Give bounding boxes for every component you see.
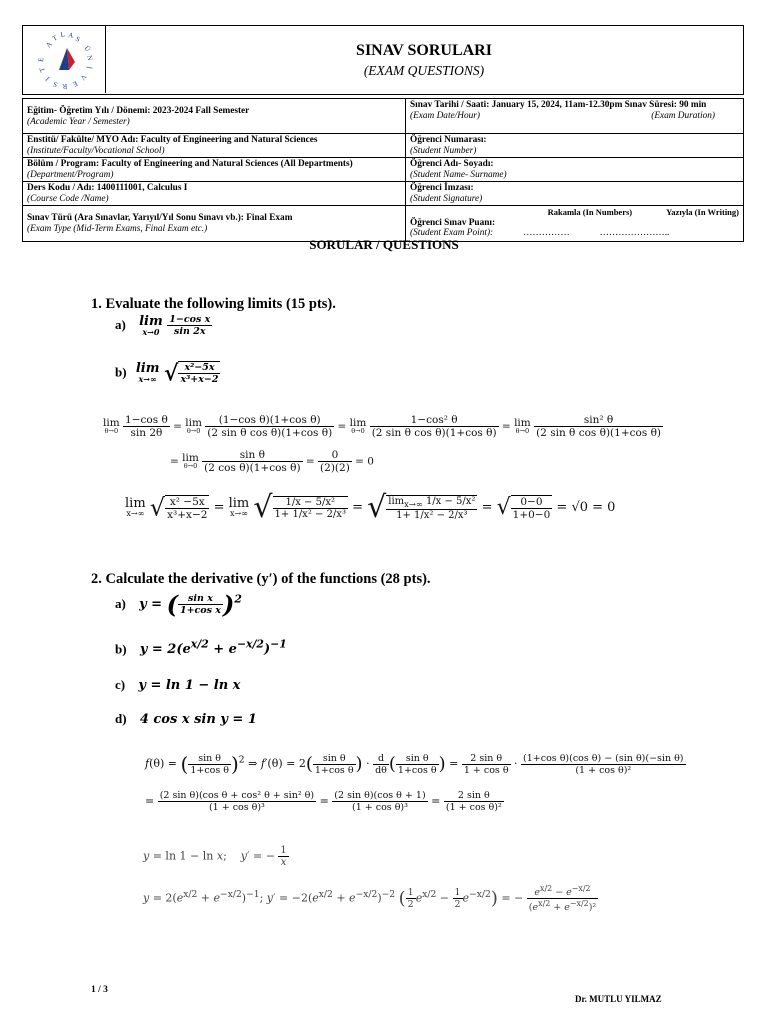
svg-text:Ü: Ü — [82, 44, 92, 54]
university-logo — [23, 26, 106, 93]
svg-text:A: A — [44, 40, 54, 50]
svg-text:S: S — [52, 79, 59, 89]
institute-cell: Enstitü/ Fakülte/ MYO Adı: Faculty of Engineering and Natural Sciences (Institute/Faculty/Vocational School) — [23, 134, 406, 158]
course-cell: Ders Kodu / Adı: 1400111001, Calculus I (Course Code /Name) — [23, 182, 406, 206]
svg-text:S: S — [74, 34, 82, 44]
solution-2b: $y = 2(e^{x/2} + e^{-x/2})^{-1}$; $y' = -2(e^{x/2} + e^{-x/2})^{-2}$ ( $\frac{1}{2}$ $e^{x/2}$ − $\frac{1}{2}$ $e^{-x/2}$) = − $\frac{e^{x/2} - e^{-x/2}}{(e^{x/2} + e^{-x/2})^2}$ — [143, 884, 597, 914]
academic-year-cell: Eğitim- Öğretim Yılı / Dönemi: 2023-2024 Fall Semester (Academic Year / Semester) — [23, 99, 406, 134]
svg-text:A: A — [67, 31, 75, 40]
exam-subtitle: (EXAM QUESTIONS) — [363, 63, 485, 78]
exam-info-table — [22, 98, 744, 242]
question-1b: b) lim x→∞ √ $\frac{\text{x²−5x}}{\text{x³+x−2}}$ — [115, 360, 219, 386]
exam-score-cell: Rakamla (In Numbers) Yazıyla (In Writing) Öğrenci Sınav Puanı: (Student Exam Point): …………… ………………….. — [406, 206, 744, 242]
section-title: SORULAR / QUESTIONS — [309, 237, 459, 252]
author-name: Dr. MUTLU YILMAZ — [575, 994, 662, 1004]
exam-date-cell: Sınav Tarihi / Saati: January 15, 2024, 11am-12.30pm Sınav Süresi: 90 min (Exam Date/Hour) (Exam Duration) — [406, 99, 744, 134]
svg-text:R: R — [62, 82, 68, 91]
question-2c: c) y = ln 1 − ln x — [115, 677, 241, 693]
solution-1b: lim x→∞ √ $\frac{\text{x² −5x}}{\text{x³+x−2}}$ = lim x→∞ √ $\frac{\text{1/x − 5/x²}}{\text{1+ 1/x² − 2/x³}}$ = √ $\frac{\lim_{x\to\infty} 1/x - 5/x^2}{\text{1+ 1/x² − 2/x³}}$ = √ $\frac{0-0}{1+0-0}$ = √0 = 0 — [125, 490, 616, 525]
question-2d: d) 4 cos x sin y = 1 — [115, 711, 257, 727]
student-name-cell: Öğrenci Adı- Soyadı: (Student Name- Surname) — [406, 158, 744, 182]
svg-text:N: N — [85, 54, 95, 62]
svg-text:E: E — [71, 79, 79, 89]
solution-2c: y = ln 1 − ln x; y′ = − $\frac{1}{x}$ — [143, 845, 287, 868]
svg-text:İ: İ — [84, 65, 93, 70]
exam-type-cell: Sınav Türü (Ara Sınavlar, Yarıyıl/Yıl Sonu Sınavı vb.): Final Exam (Exam Type (Mid-Term Exams, Final Exam etc.) — [23, 206, 406, 242]
signature-cell: Öğrenci İmzası: (Student Signature) — [406, 182, 744, 206]
svg-text:E: E — [37, 57, 46, 63]
question-1-title: 1. Evaluate the following limits (15 pts). — [91, 296, 336, 312]
department-cell: Bölüm / Program: Faculty of Engineering and Natural Sciences (All Departments) (Department/Program) — [23, 158, 406, 182]
question-2b: b) $y = 2(e^{x/2} + e^{-x/2})^{-1}$ — [115, 638, 287, 658]
question-1a: a) lim x→0 $\frac{\text{1−cos x}}{\sin 2x}$ — [115, 313, 211, 337]
solution-2a-line2: = $\frac{\text{(2 sin θ)(cos θ + cos² θ + sin² θ)}}{\text{(1 + cos θ)³}}$ = $\frac{\text{(2 sin θ)(cos θ + 1)}}{\text{(1 + cos θ)³}}$ = $\frac{\text{2 sin θ}}{\text{(1 + cos θ)²}}$ — [145, 790, 502, 813]
page-number: 1 / 3 — [91, 985, 108, 995]
question-2-title: 2. Calculate the derivative (y′) of the functions (28 pts). — [91, 571, 431, 587]
student-number-cell: Öğrenci Numarası: (Student Number) — [406, 134, 744, 158]
solution-2a-line1: f(θ) = ( $\frac{\text{sin θ}}{\text{1+cos θ}}$ )$^2$ ⇒ f′(θ) = 2( $\frac{\text{sin θ}}{\text{1+cos θ}}$ ) · $\frac{d}{d\theta}$ ( $\frac{\text{sin θ}}{\text{1+cos θ}}$ ) = $\frac{\text{2 sin θ}}{\text{1 + cos θ}}$ · $\frac{\text{(1+cos θ)(cos θ) − (sin θ)(−sin θ)}}{\text{(1 + cos θ)²}}$ — [145, 752, 684, 776]
solution-1a-line1: lim θ→0 $\frac{\text{1−cos θ}}{\sin 2\theta}$ = lim θ→0 $\frac{\text{(1−cos θ)(1+cos θ)}}{\text{(2 sin θ cos θ)(1+cos θ)}}$ = lim θ→0 $\frac{\text{1−cos² θ}}{\text{(2 sin θ cos θ)(1+cos θ)}}$ = lim θ→0 $\frac{\text{sin² θ}}{\text{(2 sin θ cos θ)(1+cos θ)}}$ — [103, 414, 661, 439]
svg-text:V: V — [78, 72, 88, 82]
exam-title: SINAV SORULARI — [356, 42, 492, 59]
exam-header — [22, 25, 744, 95]
solution-1a-line2: = lim θ→0 $\frac{\text{sin θ}}{\text{(2 cos θ)(1+cos θ)}}$ = $\frac{0}{(2)(2)}$ = 0 — [170, 449, 374, 474]
svg-text:L: L — [59, 30, 66, 39]
svg-text:İ: İ — [44, 74, 52, 83]
svg-text:T: T — [37, 66, 47, 74]
question-2a: a) y = ( $\frac{\text{sin x}}{\text{1+cos x}}$ )$^2$ — [115, 590, 242, 619]
svg-text:T: T — [51, 33, 59, 43]
